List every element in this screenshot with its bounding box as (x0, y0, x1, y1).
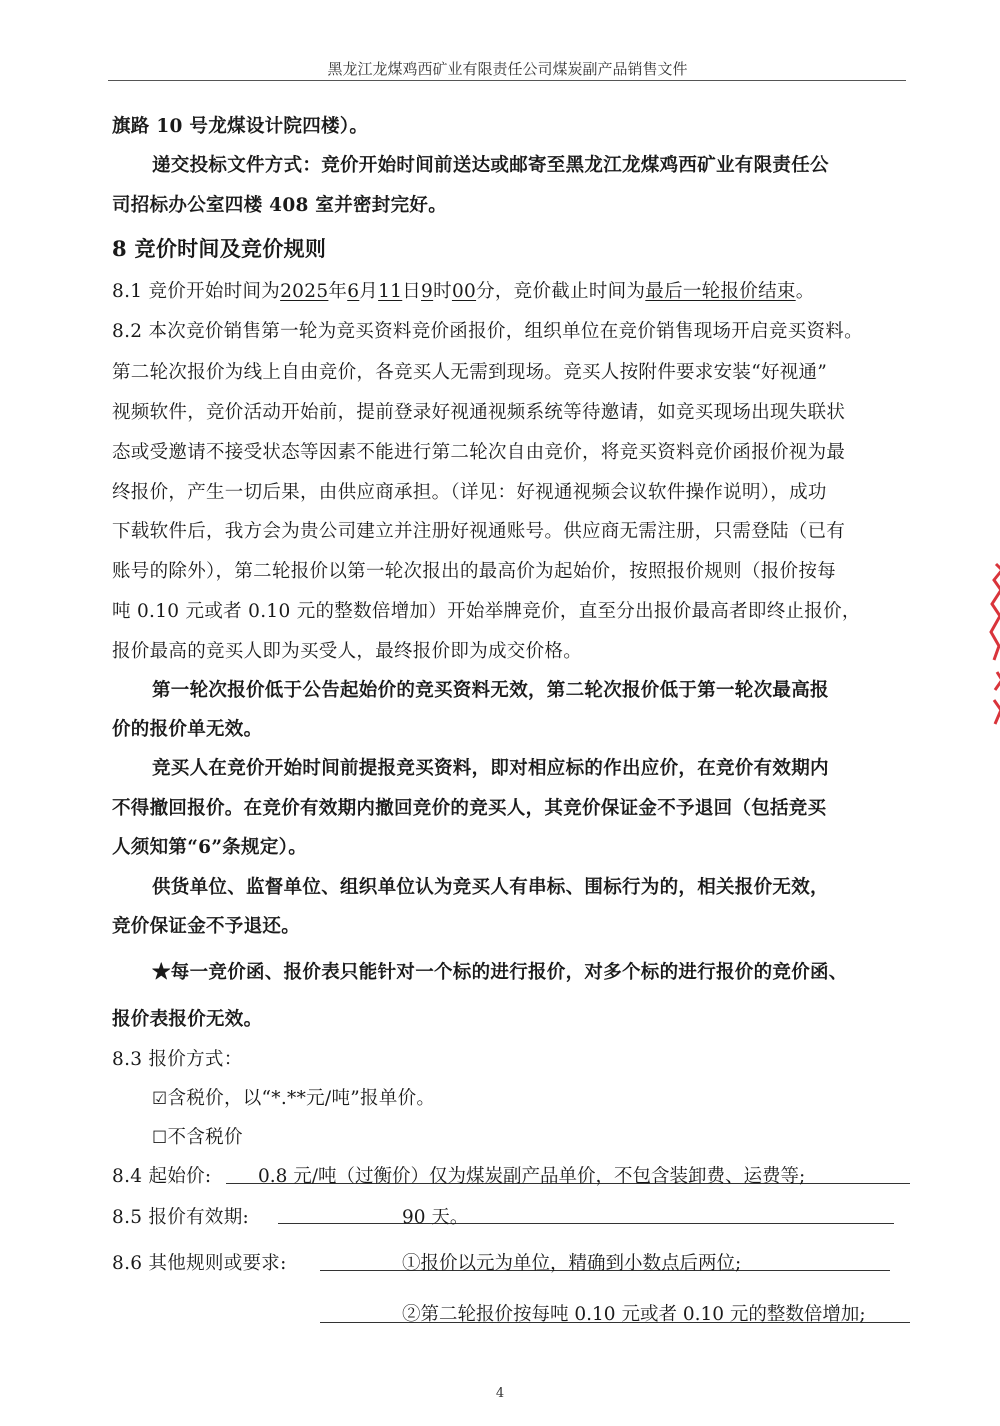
start-minute: 00 (451, 281, 477, 302)
submission-method-line1: 递交投标文件方式：竞价开始时间前送达或邮寄至黑龙江龙煤鸡西矿业有限责任公 (152, 155, 829, 176)
collusion-rule-line2: 竞价保证金不予退还。 (112, 916, 301, 937)
validity-period-value: 90 天。 (402, 1207, 469, 1228)
withdraw-rule-line1: 竞买人在竞价开始时间前提报竞买资料，即对相应标的作出应价，在竞价有效期内 (152, 758, 829, 779)
clause-8-2-line: 视频软件，竞价活动开始前，提前登录好视通视频系统等待邀请，如竞买现场出现失联状 (112, 402, 846, 423)
single-lot-rule-line1: ★每一竞价函、报价表只能针对一个标的进行报价，对多个标的进行报价的竞价函、 (152, 962, 848, 983)
day-label: 日 (402, 281, 422, 302)
option-tax-excluded (152, 1123, 243, 1149)
clause-8-1-prefix: 8.1 竞价开始时间为 (112, 281, 281, 302)
clause-8-5-underline (278, 1223, 894, 1224)
collusion-rule-line1: 供货单位、监督单位、组织单位认为竞买人有串标、围标行为的，相关报价无效， (152, 877, 829, 898)
clause-8-5-label: 8.5 报价有效期: (112, 1207, 250, 1228)
clause-8-3: 8.3 报价方式： (112, 1049, 243, 1070)
clause-8-4-label: 8.4 起始价: (112, 1166, 212, 1187)
single-lot-rule-line2: 报价表报价无效。 (112, 1009, 263, 1030)
clause-8-2-line: 终报价，产生一切后果，由供应商承担。（详见：好视通视频会议软件操作说明），成功 (112, 482, 827, 503)
clause-8-2-line: 态或受邀请不接受状态等因素不能进行第二轮次自由竞价，将竞买资料竞价函报价视为最 (112, 442, 846, 463)
unchecked-box-icon: ☐ (152, 1128, 168, 1148)
paragraph-address-end: 旗路 10 号龙煤设计院四楼）。 (112, 116, 369, 137)
clause-8-2-line: 吨 0.10 元或者 0.10 元的整数倍增加）开始举牌竞价，直至分出报价最高者即终止报价， (112, 601, 861, 622)
clause-8-1-tail: 。 (795, 281, 815, 302)
clause-8-6-label: 8.6 其他规则或要求: (112, 1253, 287, 1274)
clause-8-2-line: 8.2 本次竞价销售第一轮为竞买资料竞价函报价，组织单位在竞价销售现场开启竞买资料。 (112, 321, 863, 342)
start-month: 6 (347, 281, 360, 302)
clause-8-2-line: 账号的除外），第二轮报价以第一轮次报出的最高价为起始价，按照报价规则（报价按每 (112, 561, 836, 582)
clause-8-2-line: 报价最高的竞买人即为买受人，最终报价即为成交价格。 (112, 641, 583, 662)
starting-price-value: 0.8 元/吨（过衡价）仅为煤炭副产品单价，不包含装卸费、运费等; (258, 1166, 806, 1187)
other-rule-2: ②第二轮报价按每吨 0.10 元或者 0.10 元的整数倍增加; (402, 1304, 866, 1325)
withdraw-rule-line2: 不得撤回报价。在竞价有效期内撤回竞价的竞买人，其竞价保证金不予退回（包括竞买 (112, 798, 827, 819)
month-label: 月 (359, 281, 379, 302)
minute-label: 分，竞价截止时间为 (476, 281, 646, 302)
section-8-heading: 8 竞价时间及竞价规则 (112, 236, 327, 261)
option-tax-included-label: 含税价，以“*.**元/吨”报单价。 (167, 1088, 436, 1109)
submission-method-line2: 司招标办公室四楼 408 室并密封完好。 (112, 195, 447, 216)
start-year: 2025 (280, 281, 329, 302)
withdraw-rule-line3: 人须知第“6”条规定）。 (112, 837, 308, 858)
option-tax-included (152, 1084, 435, 1110)
invalid-bid-rule-line1: 第一轮次报价低于公告起始价的竞买资料无效，第二轮次报价低于第一轮次最高报 (152, 680, 829, 701)
clause-8-1 (112, 277, 815, 303)
end-time: 最后一轮报价结束 (645, 281, 796, 302)
hour-label: 时 (433, 281, 452, 302)
start-day: 11 (378, 281, 403, 302)
page-header: 黑龙江龙煤鸡西矿业有限责任公司煤炭副产品销售文件 (327, 60, 688, 78)
red-seal-stamp-edge (982, 560, 1000, 730)
clause-8-2-line: 下载软件后，我方会为贵公司建立并注册好视通账号。供应商无需注册，只需登陆（已有 (112, 521, 846, 542)
start-hour: 9 (421, 281, 434, 302)
invalid-bid-rule-line2: 价的报价单无效。 (112, 719, 263, 740)
option-tax-excluded-label: 不含税价 (167, 1127, 243, 1148)
checked-box-icon: ☑ (152, 1089, 168, 1109)
clause-8-2-line: 第二轮次报价为线上自由竞价，各竞买人无需到现场。竞买人按附件要求安装“好视通” (112, 362, 828, 383)
header-rule (108, 80, 906, 81)
page-number: 4 (495, 1386, 505, 1401)
other-rule-1: ①报价以元为单位，精确到小数点后两位; (402, 1253, 742, 1274)
year-label: 年 (328, 281, 348, 302)
